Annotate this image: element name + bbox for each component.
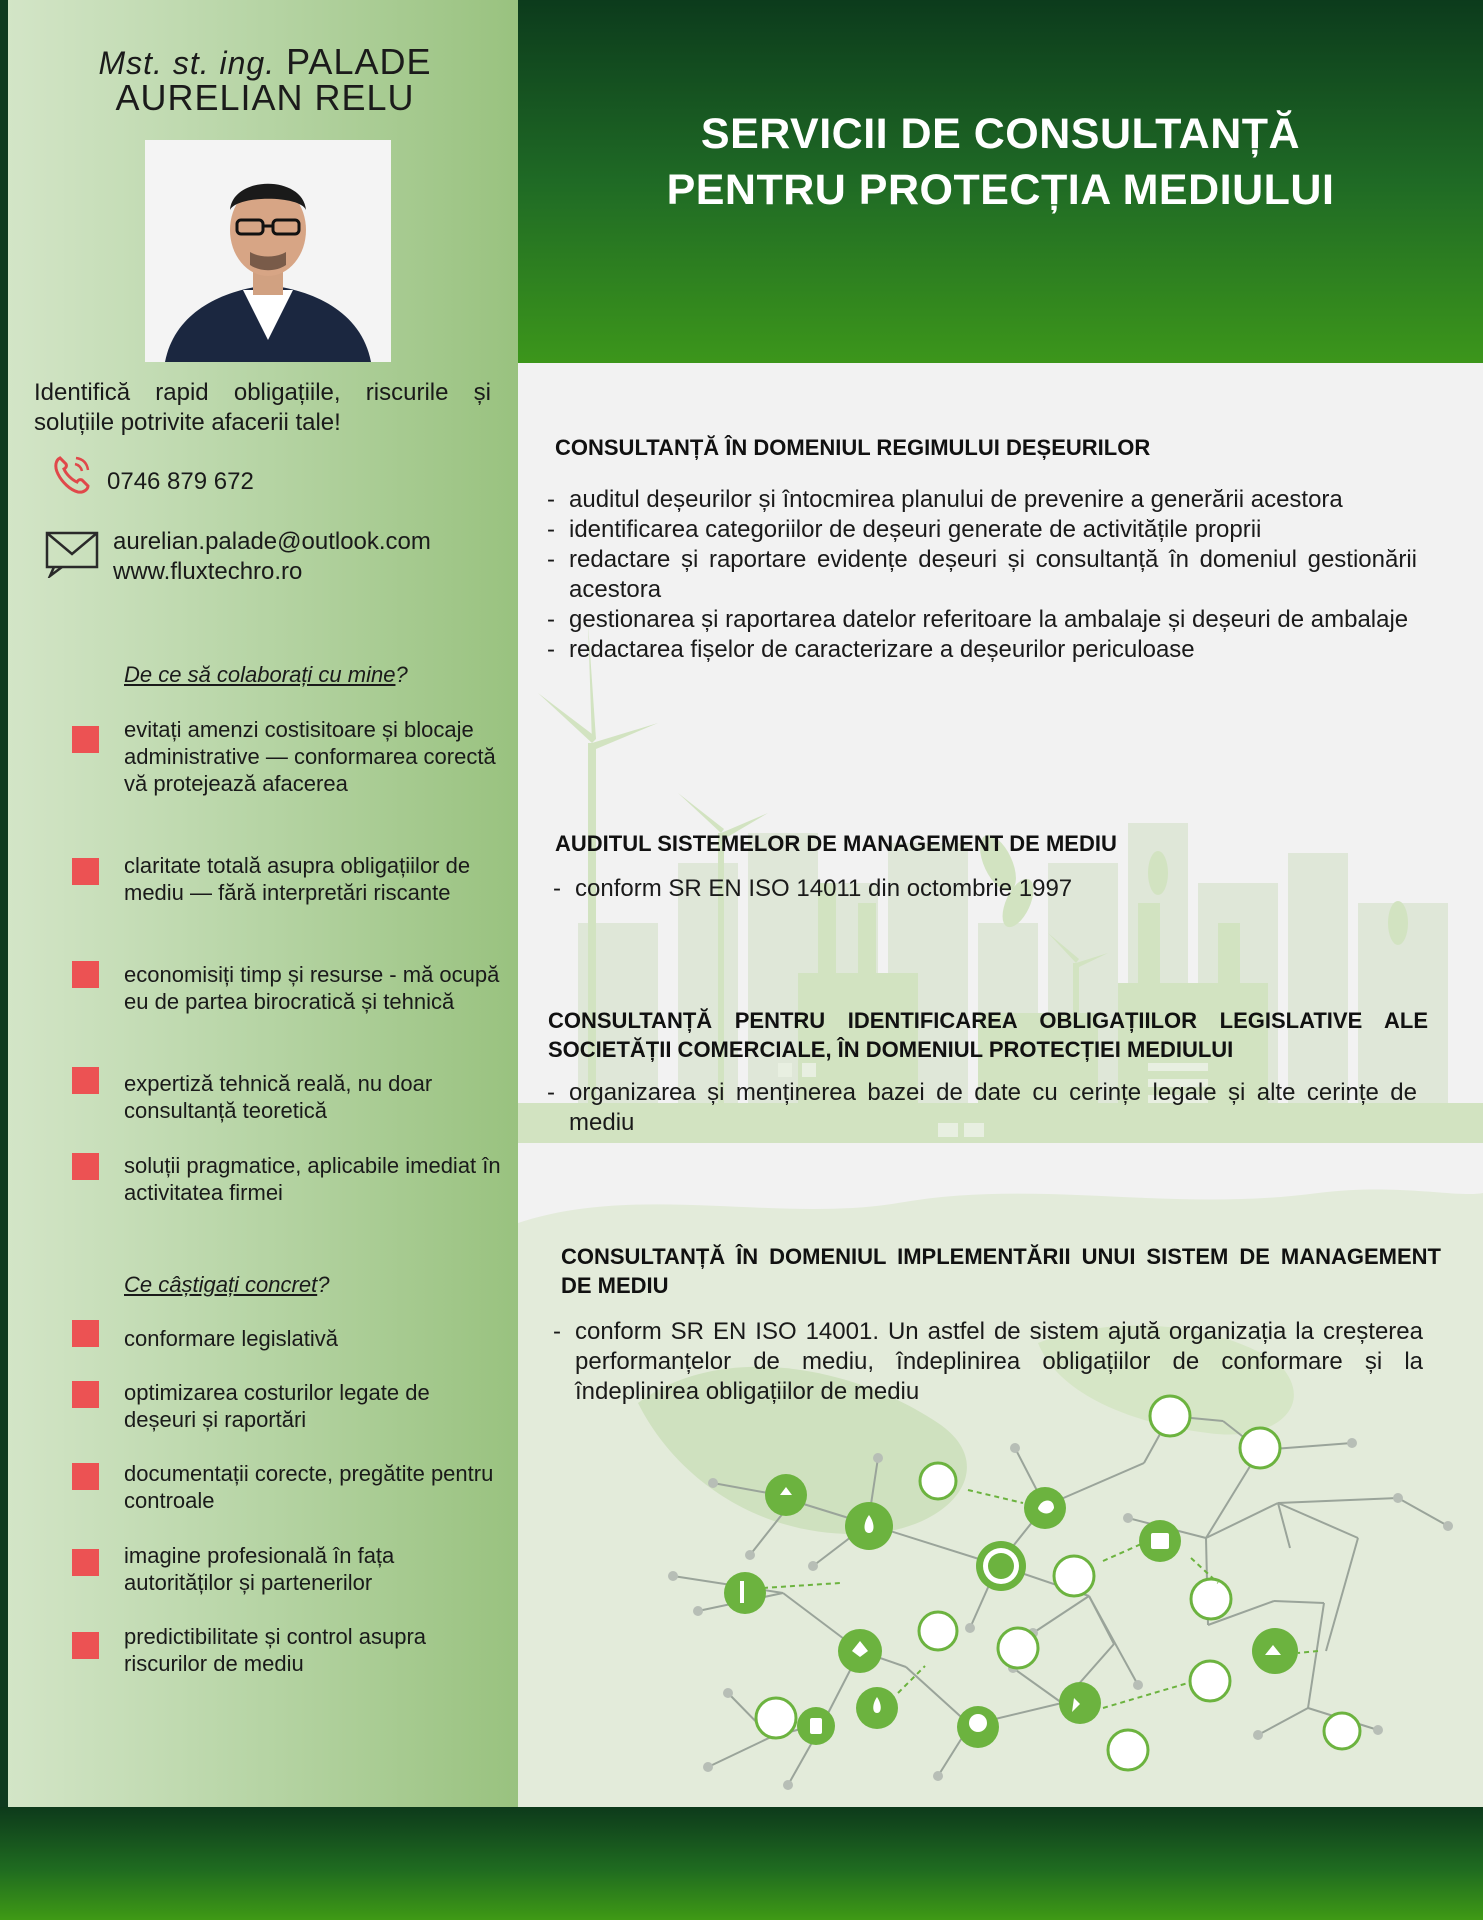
phone-number[interactable]: 0746 879 672	[107, 468, 254, 495]
why-heading-text: De ce să colaborați cu mine	[124, 662, 396, 687]
section-list-waste	[547, 485, 1417, 665]
gains-item: imagine profesională în fața autorităților și partenerilor	[124, 1543, 395, 1595]
section-heading-ems: CONSULTANȚĂ ÎN DOMENIUL IMPLEMENTĂRII UNUI SISTEM DE MANAGEMENT DE MEDIU	[561, 1244, 1441, 1298]
profile-name-line1	[30, 41, 500, 82]
section-list-ems	[553, 1317, 1423, 1407]
gains-bullet	[72, 1381, 99, 1408]
phone-icon	[50, 452, 94, 496]
gains-heading-text: Ce câștigați concret	[124, 1272, 318, 1297]
gains-bullet	[72, 1320, 99, 1347]
gains-bullet	[72, 1549, 99, 1576]
profile-photo	[145, 140, 391, 362]
why-bullet	[72, 961, 99, 988]
gains-heading	[124, 1272, 329, 1298]
why-bullet	[72, 726, 99, 753]
gains-item: documentații corecte, pregătite pentru controale	[124, 1461, 494, 1513]
why-bullet	[72, 1153, 99, 1180]
section-heading-legal: CONSULTANȚĂ PENTRU IDENTIFICAREA OBLIGAȚIILOR LEGISLATIVE ALE SOCIETĂȚII COMERCIALE, ÎN DOMENIUL PROTECȚIEI MEDIULUI	[548, 1008, 1428, 1062]
profile-name-line2: AURELIAN RELU	[115, 77, 415, 118]
why-item: soluții pragmatice, aplicabile imediat în activitatea firmei	[124, 1153, 501, 1205]
gains-bullet	[72, 1463, 99, 1490]
email-link[interactable]: aurelian.palade@outlook.com	[113, 528, 431, 555]
gains-heading-mark: ?	[317, 1272, 330, 1297]
section-list-audit	[553, 874, 1413, 904]
section-list-legal	[547, 1078, 1417, 1138]
why-heading	[124, 662, 408, 688]
profile-title-prefix: Mst. st. ing.	[98, 45, 276, 81]
page-title-line2: PENTRU PROTECȚIA MEDIULUI	[666, 166, 1335, 214]
why-item: claritate totală asupra obligațiilor de mediu — fără interpretări riscante	[124, 853, 471, 905]
why-item: expertiză tehnică reală, nu doar consultanță teoretică	[124, 1071, 433, 1123]
section-item: - gestionarea și raportarea datelor referitoare la ambalaje și deșeuri de ambalaje	[547, 605, 1417, 635]
section-item: - conform SR EN ISO 14001. Un astfel de sistem ajută organizația la creșterea performanțelor de mediu, îndeplinirea obligațiilor de conformare și la îndeplinirea obligațiilor de mediu	[553, 1317, 1423, 1407]
page-title	[518, 106, 1483, 218]
section-heading-waste: CONSULTANȚĂ ÎN DOMENIUL REGIMULUI DEȘEURILOR	[555, 435, 1151, 460]
gains-item: predictibilitate și control asupra riscurilor de mediu	[124, 1624, 427, 1676]
why-item: economisiți timp și resurse - mă ocupă eu de partea birocratică și tehnică	[124, 962, 500, 1014]
section-item: - organizarea și menținerea bazei de date cu cerințe legale și alte cerințe de mediu	[547, 1078, 1417, 1138]
footer-band	[0, 1807, 1483, 1920]
section-item: - identificarea categoriilor de deșeuri generate de activitățile proprii	[547, 515, 1417, 545]
profile-surname: PALADE	[286, 41, 432, 82]
gains-bullet	[72, 1632, 99, 1659]
why-heading-mark: ?	[395, 662, 408, 687]
section-item: - conform SR EN ISO 14011 din octombrie 1997	[553, 874, 1413, 904]
section-heading-audit: AUDITUL SISTEMELOR DE MANAGEMENT DE MEDIU	[555, 831, 1117, 856]
section-item: - redactarea fișelor de caracterizare a deșeurilor periculoase	[547, 635, 1417, 665]
website-link[interactable]: www.fluxtechro.ro	[113, 558, 303, 585]
gains-item: conformare legislativă	[124, 1326, 338, 1351]
gains-item: optimizarea costurilor legate de deșeuri și raportări	[124, 1380, 430, 1432]
page-title-line1: SERVICII DE CONSULTANȚĂ	[700, 110, 1301, 158]
person-photo-icon	[145, 140, 391, 362]
section-item: - auditul deșeurilor și întocmirea planului de prevenire a generării acestora	[547, 485, 1417, 515]
why-bullet	[72, 858, 99, 885]
why-bullet	[72, 1067, 99, 1094]
why-item: evitați amenzi costisitoare și blocaje administrative — conformarea corectă vă protejează afacerea	[124, 717, 496, 796]
section-item: - redactare și raportare evidențe deșeuri și consultanță în domeniul gestionării acestora	[547, 545, 1417, 605]
envelope-icon	[44, 528, 102, 578]
intro-text: Identifică rapid obligațiile, riscurile și soluțiile potrivite afacerii tale!	[34, 379, 491, 436]
